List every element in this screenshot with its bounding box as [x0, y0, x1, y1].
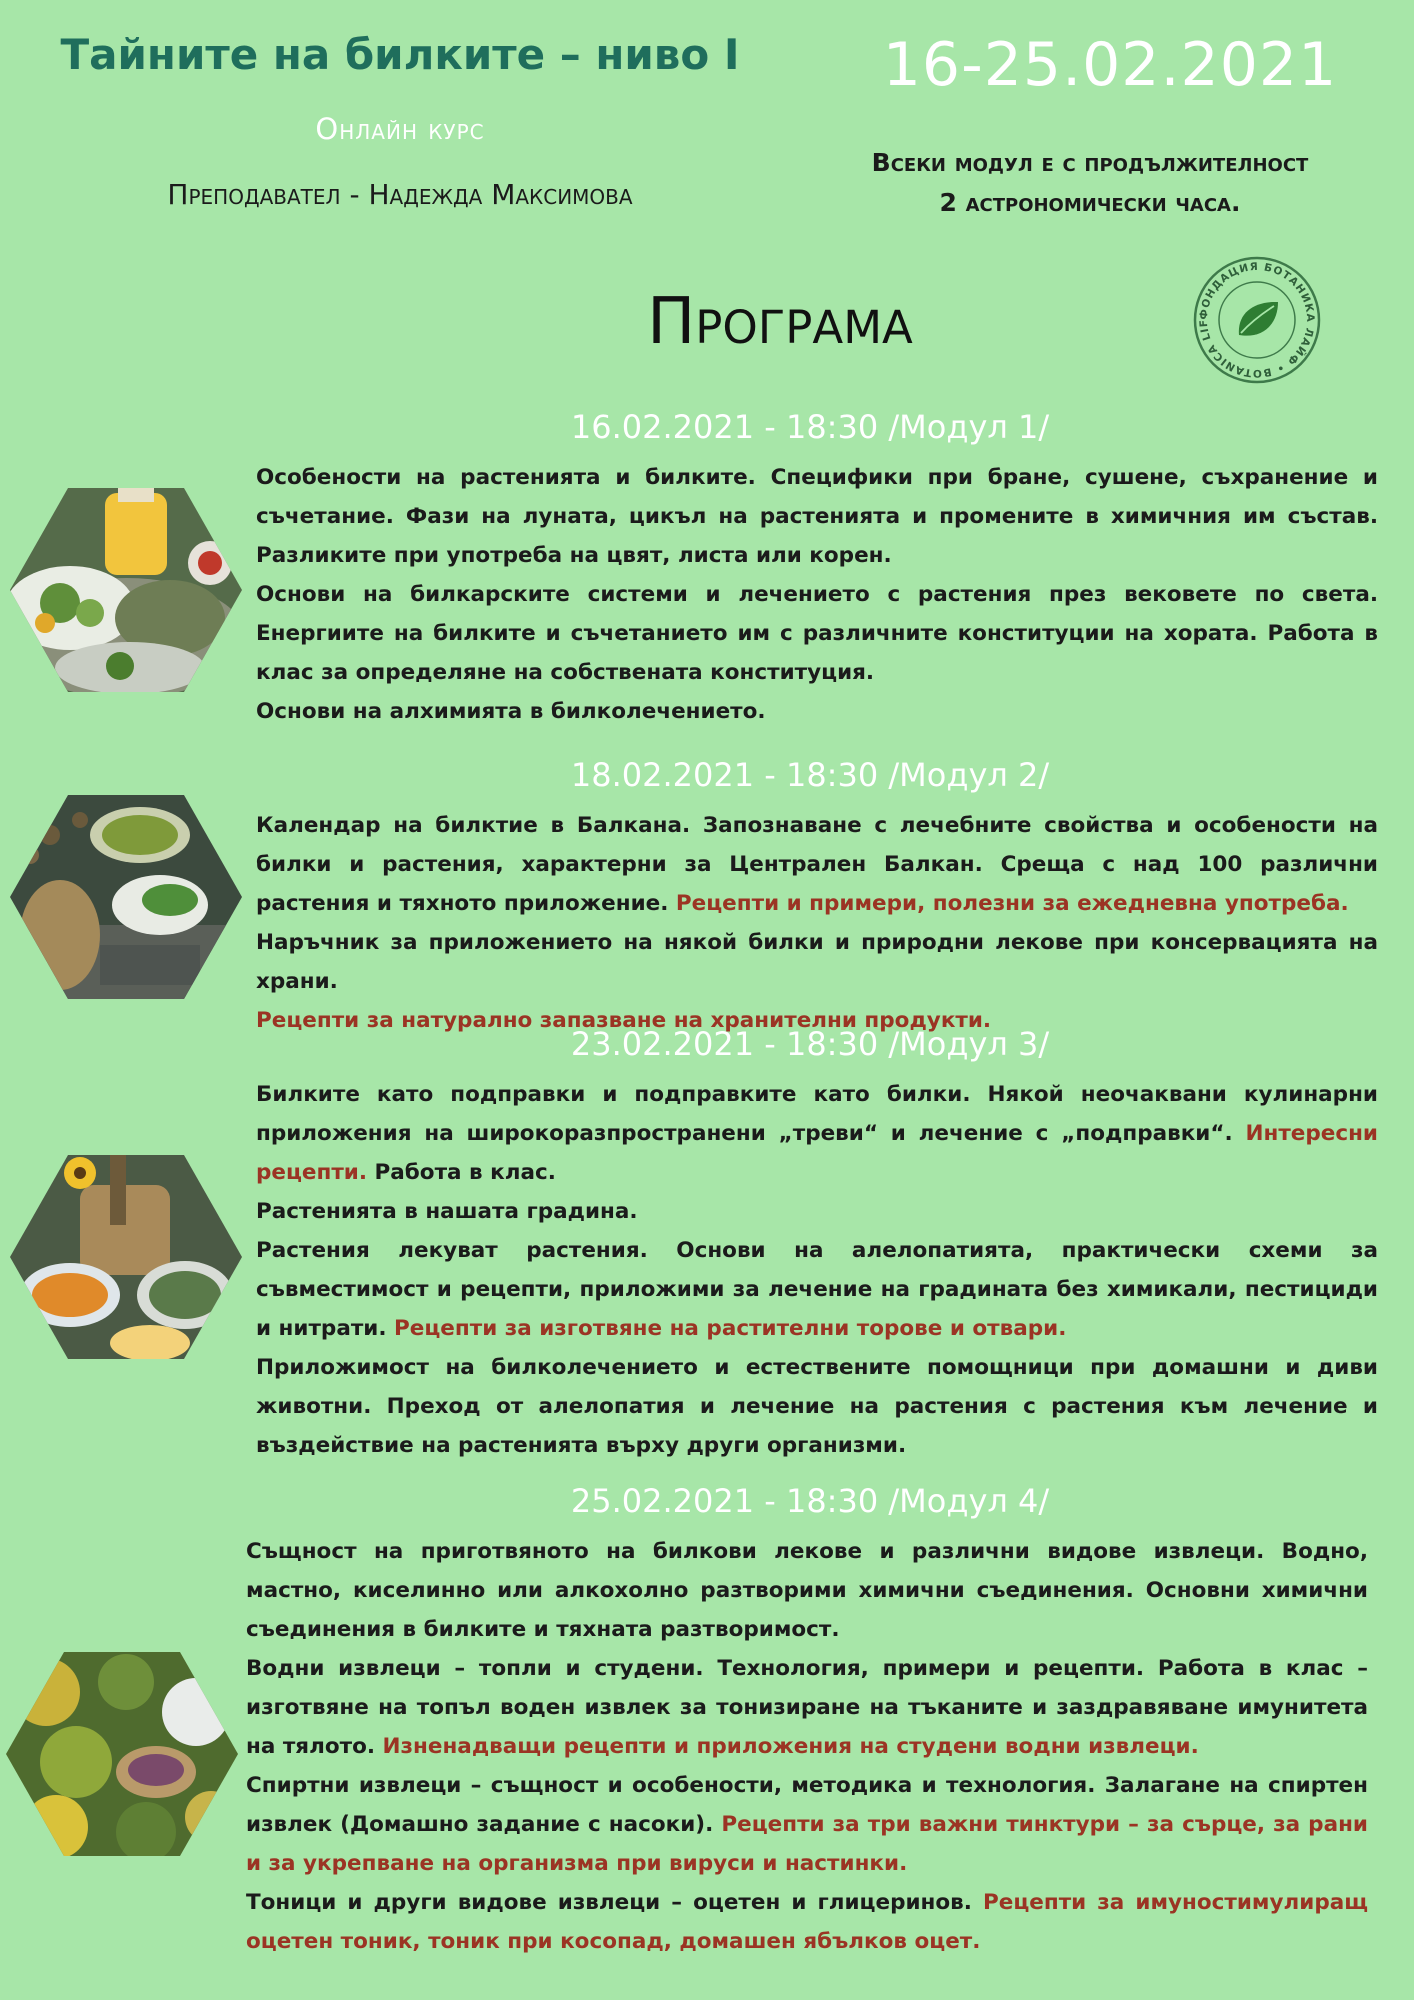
leaf-icon [1239, 302, 1278, 336]
module-4-highlight: Рецепти за три важни тинктури – за сърце, за рани и за укрепване на организма при вируси и настинки. [246, 1812, 1368, 1876]
module-4-highlight: Изненадващи рецепти и приложения на студени водни извлеци. [382, 1734, 1199, 1759]
module-4-body [246, 1532, 1368, 1961]
module-3-highlight: Рецепти за изготвяне на растителни торове и отвари. [394, 1316, 1067, 1341]
module-2-text: Календар на билктие в Балкана. Запознаване с лечебните свойства и особености на билки и растения, характерни за Централен Балкан. Среща с над 100 различни растения и тяхното приложение. [256, 813, 1378, 916]
course-title: Тайните на билките – ниво I [60, 30, 740, 79]
module-1-paragraph: Основи на билкарските системи и лечението с растения през вековете по света. Енергиите на билките и съчетанието им с различните конституции на хората. Работа в клас за определяне на собствената конституция. [256, 582, 1378, 685]
module-3-body [256, 1075, 1378, 1465]
module-2-body [256, 806, 1378, 1040]
module-4-text: Тоници и други видове извлеци – оцетен и глицеринов. [246, 1890, 983, 1915]
foundation-logo [1192, 245, 1322, 395]
module-4-paragraph [246, 1649, 1368, 1766]
module-3-heading: 23.02.2021 - 18:30 /Модул 3/ [570, 1025, 1050, 1063]
module-1-heading: 16.02.2021 - 18:30 /Модул 1/ [570, 408, 1050, 446]
module-3-paragraph: Растенията в нашата градина. [256, 1199, 638, 1224]
module-1-body [256, 458, 1378, 731]
module-3-text: Растения лекуват растения. Основи на алелопатията, практически схеми за съвместимост и рецепти, приложими за лечение на градината без химикали, пестициди и нитрати. [256, 1238, 1378, 1341]
duration-line-2: 2 астрономически часа. [939, 188, 1241, 217]
module-3-text: Билките като подправки и подправките като билки. Някой неочаквани кулинарни приложения на широкоразпространени „треви“ и лечение с „подправки“. [256, 1082, 1378, 1146]
module-2-paragraph [256, 806, 1378, 923]
module-4-text: Спиртни извлеци – същност и особености, методика и технология. Залагане на спиртен извлек (Домашно задание с насоки). [246, 1773, 1368, 1837]
module-2-paragraph: Наръчник за приложението на някой билки и природни лекове при консервацията на храни. [256, 930, 1378, 994]
duration-note [790, 143, 1390, 223]
module-1-photo [10, 488, 242, 692]
module-3-highlight: Интересни рецепти. [256, 1121, 1378, 1185]
module-4-paragraph [246, 1766, 1368, 1883]
module-4-paragraph [246, 1883, 1368, 1961]
module-1-paragraph: Особености на растенията и билките. Специфики при бране, сушене, съхранение и съчетание. Фази на луната, цикъл на растенията и промените в химичния им състав. Разликите при употреба на цвят, листа или корен. [256, 465, 1378, 568]
duration-line-1: Всеки модул е с продължителност [871, 148, 1309, 177]
module-3-text: Работа в клас. [367, 1160, 556, 1185]
module-3-paragraph [256, 1231, 1378, 1348]
module-2-heading: 18.02.2021 - 18:30 /Модул 2/ [570, 756, 1050, 794]
module-2-photo [10, 795, 242, 999]
module-4-paragraph: Същност на приготвяното на билкови лекове и различни видове извлеци. Водно, мастно, киселинно или алкохолно разтворими химични съединения. Основни химични съединения в билките и тяхната разтворимост. [246, 1539, 1368, 1642]
module-4-heading: 25.02.2021 - 18:30 /Модул 4/ [570, 1482, 1050, 1520]
module-3-paragraph: Приложимост на билколечението и естествените помощници при домашни и диви животни. Преход от алелопатия и лечение на растения с растения към лечение и въздействие на растенията върху други организми. [256, 1355, 1378, 1458]
program-title: Програма [647, 285, 913, 359]
teacher-line: Преподавател - Надежда Максимова [167, 178, 633, 211]
module-4-text: Водни извлеци – топли и студени. Технология, примери и рецепти. Работа в клас – изготвяне на топъл воден извлек за тонизиране на тъканите и заздравяване имунитета на тялото. [246, 1656, 1368, 1759]
module-1-paragraph: Основи на алхимията в билколечението. [256, 699, 766, 724]
module-3-photo [10, 1155, 242, 1359]
module-2-highlight: Рецепти и примери, полезни за ежедневна употреба. [675, 891, 1349, 916]
module-4-photo [6, 1652, 238, 1856]
module-2-highlight-paragraph: Рецепти за натурално запазване на хранителни продукти. [256, 1008, 992, 1033]
module-3-paragraph [256, 1075, 1378, 1192]
course-subtitle: Онлайн курс [315, 112, 485, 146]
module-4-highlight: Рецепти за имуностимулиращ оцетен тоник, тоник при косопад, домашен ябълков оцет. [246, 1890, 1368, 1954]
course-dates: 16-25.02.2021 [882, 30, 1338, 100]
logo-ring-text: ФОНДАЦИЯ БОТАНИКА ЛАЙФ • BOTANICA LIF [1197, 260, 1317, 380]
